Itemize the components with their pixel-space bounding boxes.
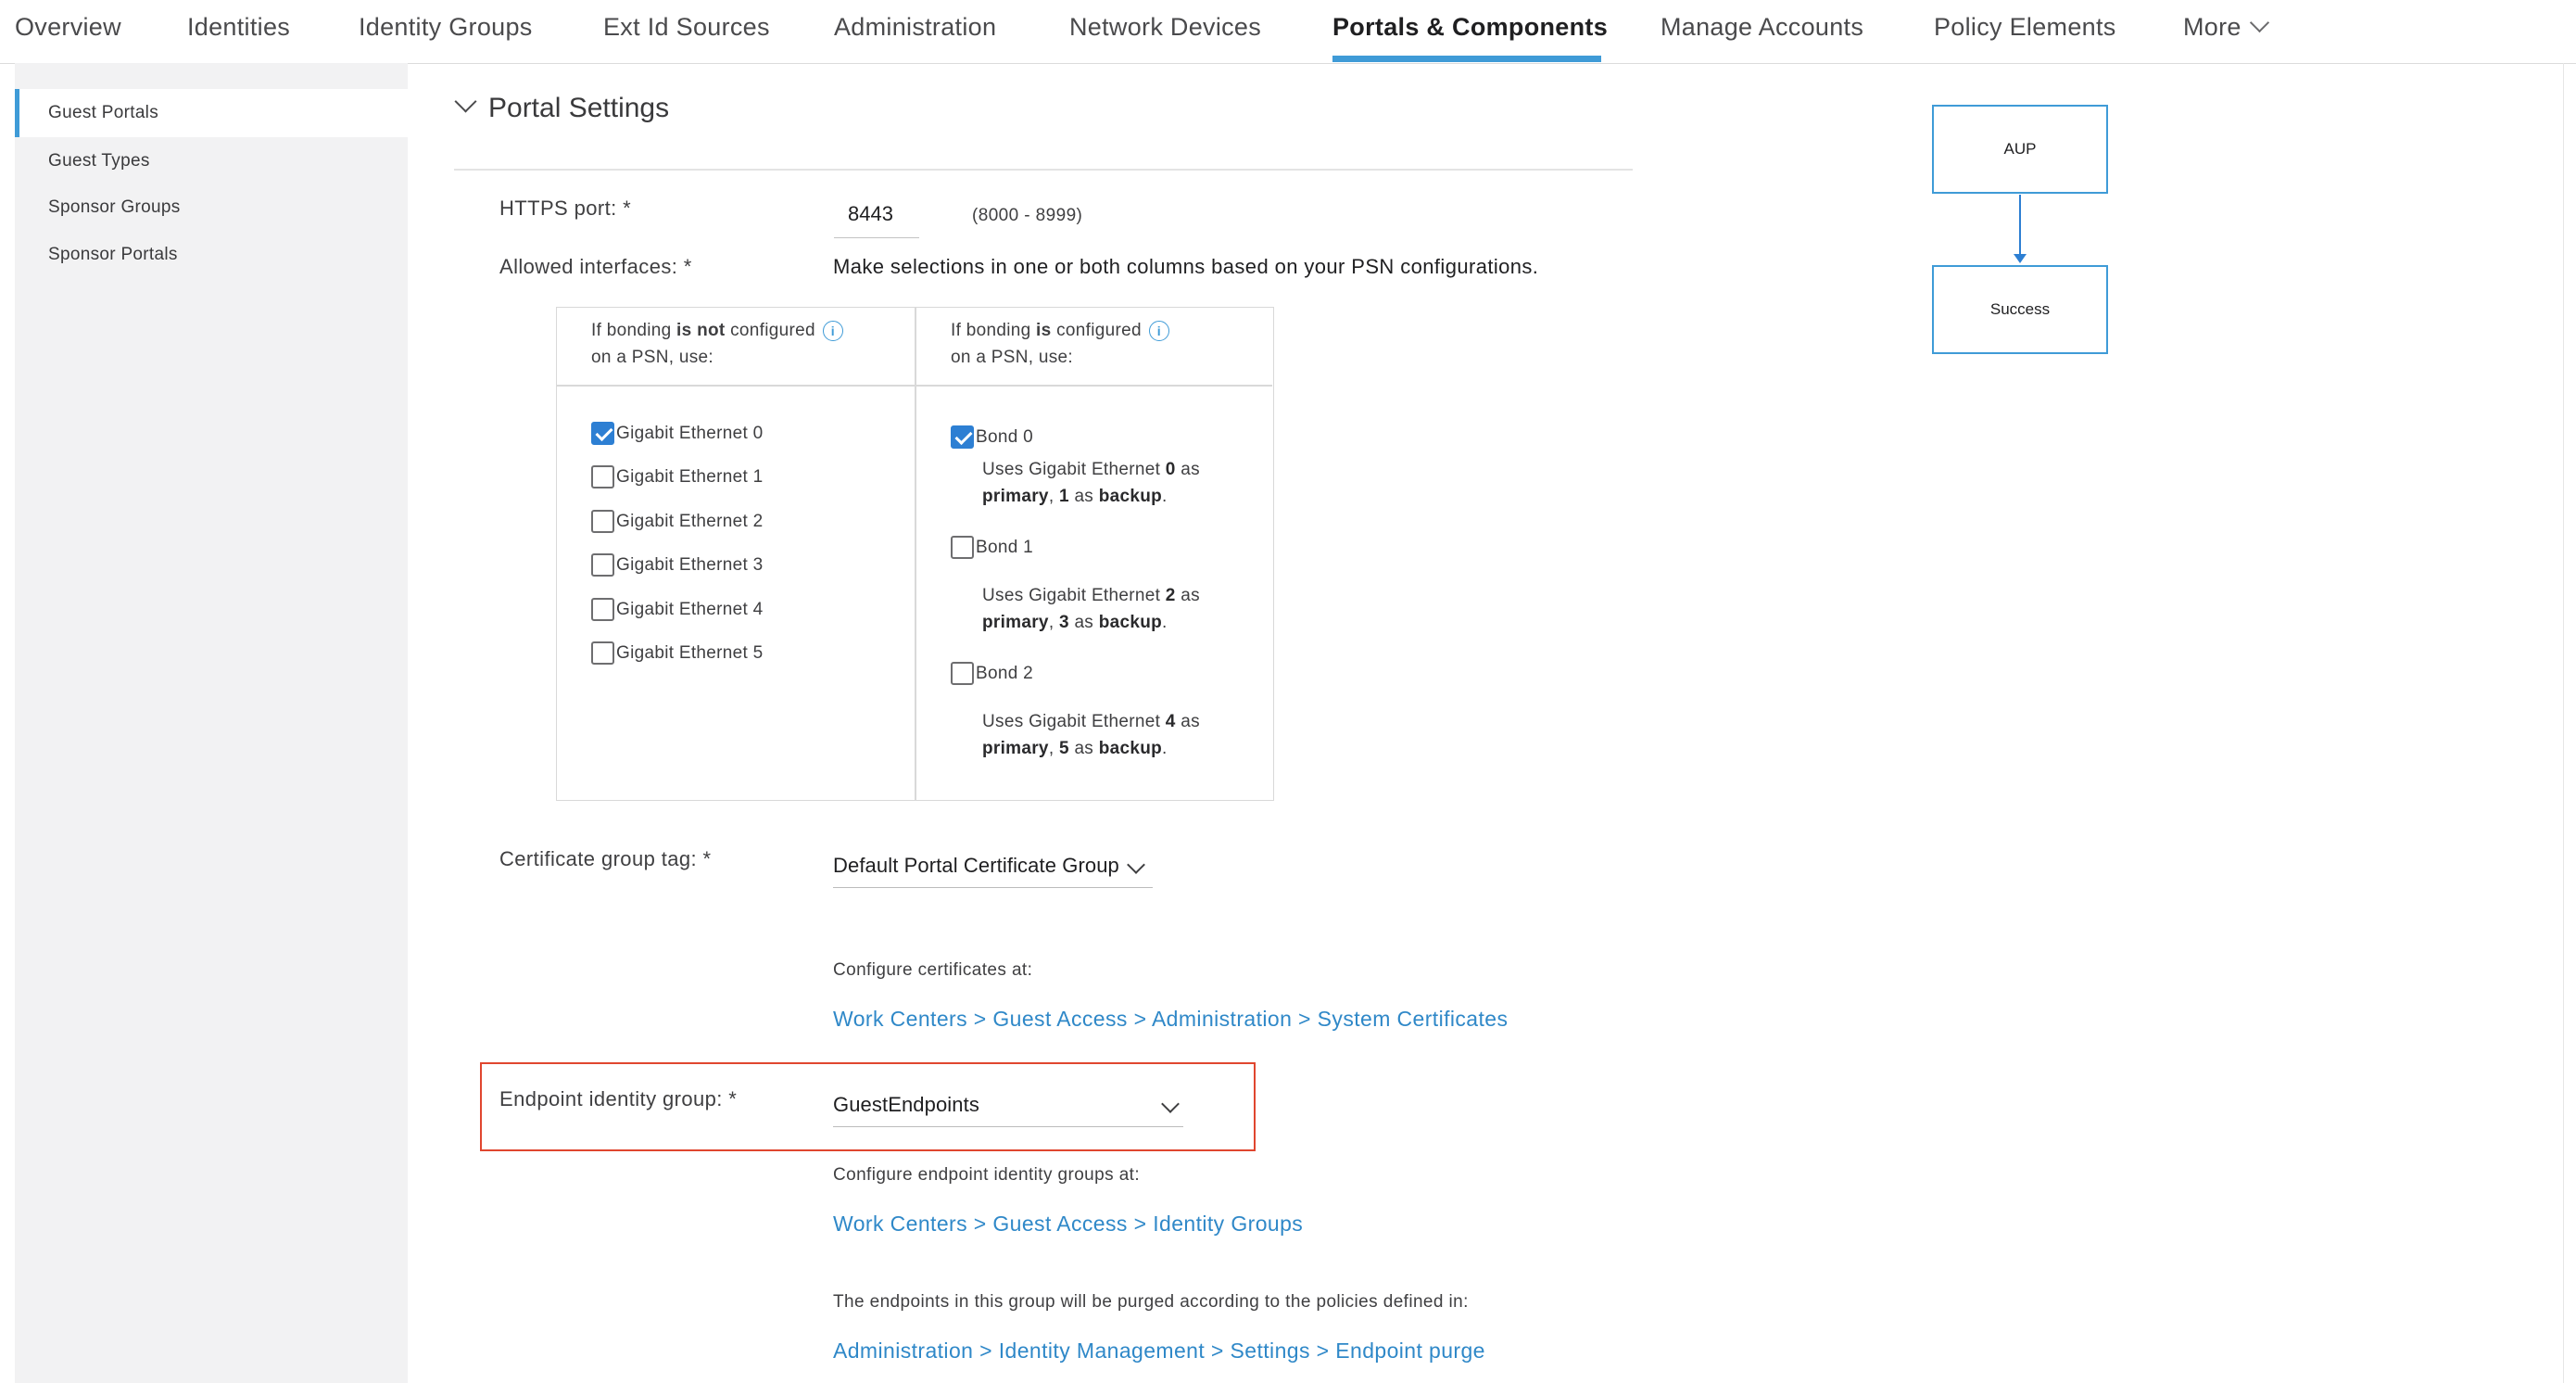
checkbox[interactable]	[951, 425, 974, 449]
column-header-not-bonded	[591, 317, 843, 371]
desc-bold: 0	[1165, 460, 1176, 479]
endpoint-group-config-hint: Configure endpoint identity groups at:	[833, 1165, 1141, 1185]
desc-bold: 3	[1058, 613, 1069, 632]
tab-administration[interactable]: Administration	[834, 13, 997, 41]
chevron-down-icon	[1127, 856, 1145, 874]
checkbox-label: Gigabit Ethernet 5	[616, 643, 764, 663]
desc-bold: primary	[982, 739, 1049, 758]
desc-text: as	[1068, 487, 1099, 506]
header-text: If bonding	[951, 321, 1037, 340]
desc-bold: 2	[1165, 586, 1176, 605]
info-icon[interactable]: i	[1149, 321, 1169, 341]
tab-identities[interactable]: Identities	[187, 13, 291, 41]
interfaces-table	[556, 307, 1274, 801]
desc-text: as	[1175, 712, 1200, 731]
desc-bold: backup	[1098, 613, 1163, 632]
header-text: configured	[725, 321, 815, 340]
desc-text: Uses Gigabit Ethernet	[982, 586, 1166, 605]
allowed-interfaces-label: Allowed interfaces: *	[499, 255, 692, 278]
section-title: Portal Settings	[488, 93, 670, 123]
desc-bold: 5	[1058, 739, 1069, 758]
https-port-input[interactable]	[834, 190, 919, 238]
top-navigation	[0, 0, 2576, 64]
column-divider	[915, 308, 916, 800]
flow-step-label: AUP	[2003, 140, 2037, 158]
tab-identity-groups[interactable]: Identity Groups	[359, 13, 533, 41]
chevron-down-icon	[454, 90, 476, 112]
certificate-group-label: Certificate group tag: *	[499, 847, 712, 870]
endpoint-group-select[interactable]	[833, 1082, 1183, 1127]
sidebar-item-sponsor-groups[interactable]	[15, 184, 408, 232]
system-certificates-link[interactable]: Work Centers > Guest Access > Administration > System Certificates	[833, 1007, 1509, 1031]
chevron-down-icon	[1161, 1095, 1180, 1113]
active-tab-indicator	[1332, 56, 1601, 62]
sidebar-item-label: Guest Portals	[48, 103, 159, 122]
sidebar-item-guest-portals[interactable]	[15, 89, 408, 137]
page-edge-divider	[2563, 63, 2564, 1383]
certificate-group-select[interactable]	[833, 843, 1153, 888]
header-divider	[557, 385, 1272, 387]
header-text: on a PSN, use:	[591, 348, 713, 367]
desc-bold: primary	[982, 487, 1049, 506]
flow-step-label: Success	[1989, 300, 2051, 318]
desc-text: as	[1175, 586, 1200, 605]
tab-more-label: More	[2183, 13, 2241, 41]
allowed-interfaces-instruction: Make selections in one or both columns based on your PSN configurations.	[833, 255, 1539, 278]
header-text: If bonding	[591, 321, 677, 340]
sidebar-item-guest-types[interactable]	[15, 137, 408, 185]
checkbox-label: Bond 2	[976, 664, 1034, 683]
chevron-down-icon	[2250, 13, 2269, 32]
endpoint-group-value: GuestEndpoints	[833, 1093, 979, 1116]
checkbox-label: Bond 1	[976, 538, 1034, 557]
checkbox-label: Gigabit Ethernet 4	[616, 600, 764, 619]
desc-bold: backup	[1098, 739, 1163, 758]
checkbox-label: Bond 0	[976, 427, 1034, 447]
desc-text: Uses Gigabit Ethernet	[982, 460, 1166, 479]
desc-text: .	[1162, 613, 1168, 632]
checkbox[interactable]	[591, 598, 614, 621]
sidebar-item-label: Sponsor Groups	[48, 197, 181, 217]
desc-bold: 4	[1165, 712, 1176, 731]
checkbox[interactable]	[951, 662, 974, 685]
desc-text: as	[1068, 739, 1099, 758]
flow-step-aup[interactable]	[1932, 105, 2108, 194]
checkbox[interactable]	[951, 536, 974, 559]
tab-policy-elements[interactable]: Policy Elements	[1934, 13, 2116, 41]
checkbox-label: Gigabit Ethernet 2	[616, 512, 764, 531]
active-item-indicator	[15, 89, 19, 137]
sidebar-item-label: Guest Types	[48, 151, 150, 171]
header-bold-text: is not	[676, 321, 726, 340]
column-header-bonded	[951, 317, 1169, 371]
endpoint-purge-link[interactable]: Administration > Identity Management > Settings > Endpoint purge	[833, 1339, 1485, 1363]
tab-manage-accounts[interactable]: Manage Accounts	[1661, 13, 1864, 41]
certificate-config-hint: Configure certificates at:	[833, 960, 1033, 980]
checkbox-label: Gigabit Ethernet 0	[616, 424, 764, 443]
https-port-label: HTTPS port: *	[499, 197, 632, 220]
desc-bold: primary	[982, 613, 1049, 632]
sidebar	[15, 63, 408, 1383]
bond-0-description: Uses Gigabit Ethernet 0 as primary, 1 as backup.	[982, 460, 1200, 506]
identity-groups-link[interactable]: Work Centers > Guest Access > Identity Groups	[833, 1212, 1304, 1236]
checkbox-label: Gigabit Ethernet 1	[616, 467, 764, 487]
flow-connector	[2019, 195, 2021, 258]
header-bold-text: is	[1036, 321, 1052, 340]
checkbox[interactable]	[591, 510, 614, 533]
sidebar-item-label: Sponsor Portals	[48, 245, 178, 264]
desc-text: .	[1162, 487, 1168, 506]
desc-text: .	[1162, 739, 1168, 758]
header-text: on a PSN, use:	[951, 348, 1073, 367]
checkbox[interactable]	[591, 641, 614, 665]
tab-ext-id-sources[interactable]: Ext Id Sources	[603, 13, 770, 41]
checkbox[interactable]	[591, 553, 614, 577]
checkbox[interactable]	[591, 422, 614, 445]
desc-text: as	[1175, 460, 1200, 479]
tab-portals-components[interactable]: Portals & Components	[1332, 13, 1609, 41]
tab-overview[interactable]: Overview	[15, 13, 121, 41]
bond-1-description: Uses Gigabit Ethernet 2 as primary, 3 as backup.	[982, 586, 1200, 632]
endpoint-purge-hint: The endpoints in this group will be purged according to the policies defined in:	[833, 1292, 1469, 1312]
flow-step-success[interactable]	[1932, 265, 2108, 354]
endpoint-group-label: Endpoint identity group: *	[499, 1087, 738, 1110]
tab-network-devices[interactable]: Network Devices	[1069, 13, 1262, 41]
certificate-group-value: Default Portal Certificate Group	[833, 854, 1119, 877]
sidebar-item-sponsor-portals[interactable]	[15, 231, 408, 279]
https-port-range: (8000 - 8999)	[972, 206, 1083, 225]
desc-text: as	[1068, 613, 1099, 632]
desc-bold: backup	[1098, 487, 1163, 506]
bond-2-description: Uses Gigabit Ethernet 4 as primary, 5 as backup.	[982, 712, 1200, 758]
info-icon[interactable]: i	[823, 321, 843, 341]
tab-more[interactable]	[2183, 13, 2267, 42]
desc-text: Uses Gigabit Ethernet	[982, 712, 1166, 731]
section-divider	[454, 169, 1633, 171]
checkbox-label: Gigabit Ethernet 3	[616, 555, 764, 575]
header-text: configured	[1051, 321, 1142, 340]
checkbox[interactable]	[591, 465, 614, 488]
desc-bold: 1	[1058, 487, 1069, 506]
portal-settings-toggle[interactable]	[454, 93, 669, 124]
arrow-down-icon	[2014, 254, 2027, 263]
